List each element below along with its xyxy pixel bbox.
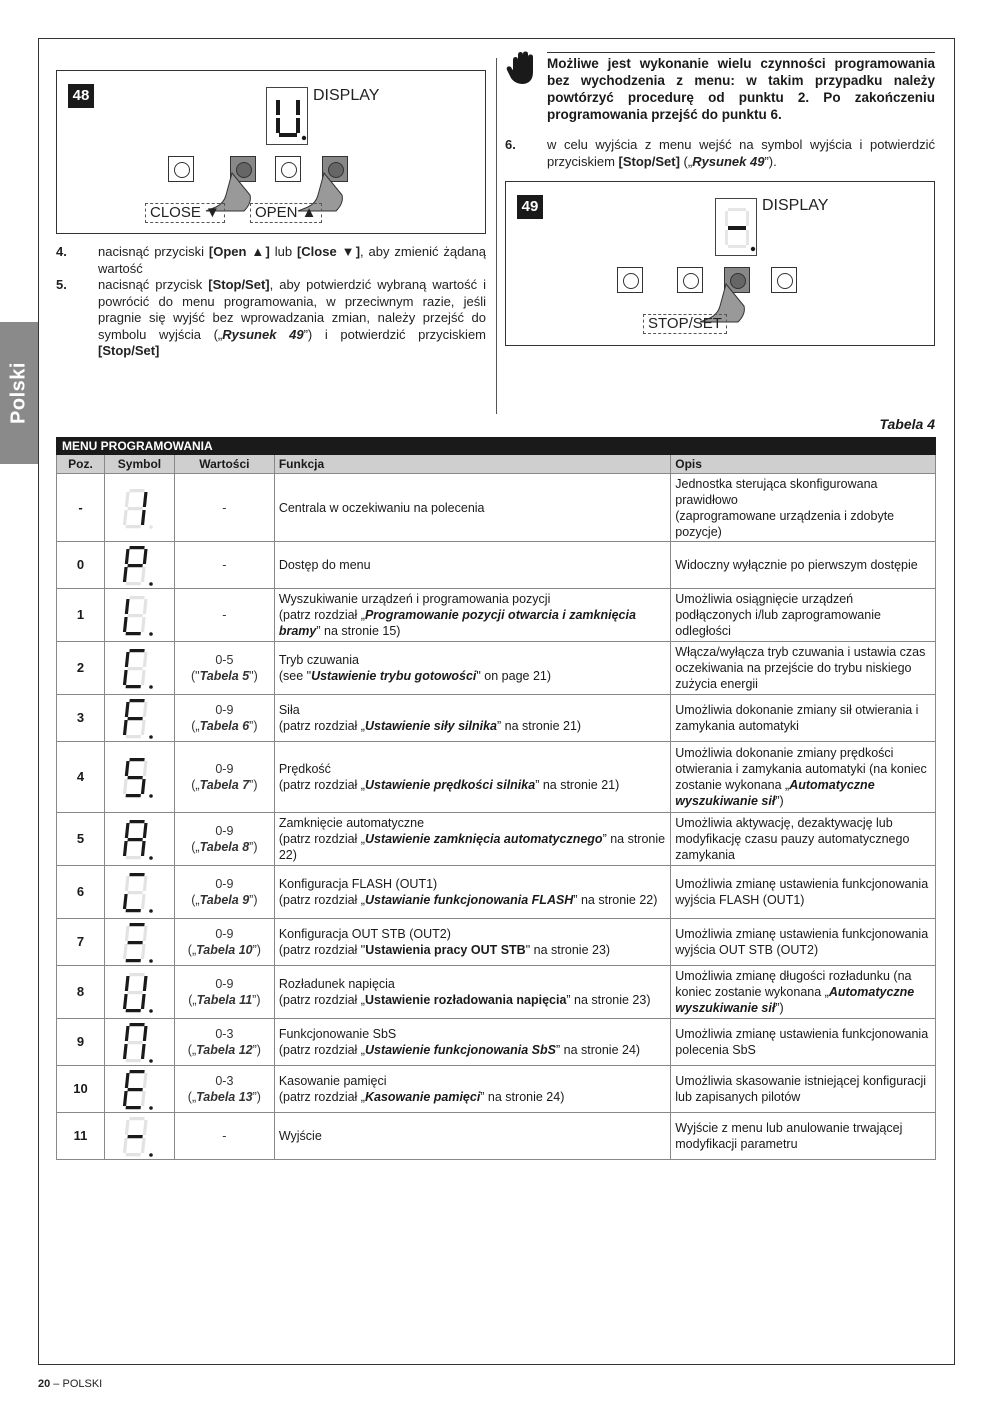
cell-opis: Wyjście z menu lub anulowanie trwającej modyfikacji parametru <box>671 1113 936 1160</box>
step-6 <box>505 137 935 170</box>
step-4-number: 4. <box>56 244 67 259</box>
seven-segment-symbol-dash <box>121 1114 157 1158</box>
cell-funkcja: Prędkość (patrz rozdział „Ustawienie prędkości silnika” na stronie 21) <box>274 742 670 813</box>
seven-segment-symbol-stb <box>121 920 157 964</box>
cell-wartosci: 0-9 („Tabela 6”) <box>174 695 274 742</box>
figure-48-number: 48 <box>68 84 94 108</box>
table-row <box>57 474 936 542</box>
cell-wartosci: - <box>174 1113 274 1160</box>
seven-segment-symbol-F <box>121 696 157 740</box>
figure-49-display-label: DISPLAY <box>762 197 829 214</box>
figure-49-lcd-digit <box>716 199 758 257</box>
cell-funkcja: Dostęp do menu <box>274 542 670 589</box>
cell-symbol <box>104 1066 174 1113</box>
cell-funkcja: Wyszukiwanie urządzeń i programowania pozycji (patrz rozdział „Programowanie pozycji otwarcia i zamknięcia bramy” na stronie 15) <box>274 589 670 642</box>
cell-wartosci: 0-3 („Tabela 12”) <box>174 1019 274 1066</box>
cell-symbol <box>104 695 174 742</box>
seven-segment-symbol-S <box>121 755 157 799</box>
table-title: MENU PROGRAMOWANIA <box>57 438 936 455</box>
step-6-stopset-key: [Stop/Set] <box>618 153 680 169</box>
figure-48-display-label: DISPLAY <box>313 87 380 104</box>
figure-49 <box>505 181 935 346</box>
cell-funkcja: Wyjście <box>274 1113 670 1160</box>
cell-poz: 5 <box>57 813 105 866</box>
cell-funkcja: Zamknięcie automatyczne (patrz rozdział „Ustawienie zamknięcia automatycznego” na stronie 22) <box>274 813 670 866</box>
cell-opis: Umożliwia dokonanie zmiany sił otwierania i zamykania automatyki <box>671 695 936 742</box>
cell-wartosci: 0-3 („Tabela 13”) <box>174 1066 274 1113</box>
step-5-stopset-key: [Stop/Set] <box>98 343 160 358</box>
cell-symbol <box>104 542 174 589</box>
cell-opis: Widoczny wyłącznie po pierwszym dostępie <box>671 542 936 589</box>
cell-opis: Umożliwia zmianę ustawienia funkcjonowania wyjścia OUT STB (OUT2) <box>671 919 936 966</box>
cell-funkcja: Rozładunek napięcia (patrz rozdział „Ustawienie rozładowania napięcia” na stronie 23) <box>274 966 670 1019</box>
cell-wartosci: - <box>174 474 274 542</box>
cell-opis: Umożliwia zmianę długości rozładunku (na koniec zostanie wykonana „Automatyczne wyszukiwanie sił”) <box>671 966 936 1019</box>
step-6-text: („ <box>679 153 693 169</box>
figure-48 <box>56 70 486 234</box>
cell-symbol <box>104 642 174 695</box>
header-opis: Opis <box>671 455 936 474</box>
cell-funkcja: Centrala w oczekiwaniu na polecenia <box>274 474 670 542</box>
step-4-close-key: [Close ▼] <box>296 244 361 259</box>
column-divider <box>496 58 497 414</box>
cell-wartosci: 0-9 („Tabela 9”) <box>174 866 274 919</box>
cell-wartosci: 0-9 („Tabela 7”) <box>174 742 274 813</box>
cell-wartosci: 0-9 („Tabela 8”) <box>174 813 274 866</box>
cell-funkcja: Kasowanie pamięci (patrz rozdział „Kasowanie pamięci” na stronie 24) <box>274 1066 670 1113</box>
cell-funkcja: Konfiguracja OUT STB (OUT2) (patrz rozdział "Ustawienia pracy OUT STB" na stronie 23) <box>274 919 670 966</box>
table-row <box>57 695 936 742</box>
footer-separator: – <box>50 1378 63 1390</box>
cell-funkcja: Tryb czuwania (see "Ustawienie trybu gotowości" on page 21) <box>274 642 670 695</box>
cell-funkcja: Funkcjonowanie SbS (patrz rozdział „Ustawienie funkcjonowania SbS” na stronie 24) <box>274 1019 670 1066</box>
cell-symbol <box>104 919 174 966</box>
step-5 <box>56 277 486 360</box>
table-caption: Tabela 4 <box>879 416 935 432</box>
figure-49-button-4 <box>771 267 797 293</box>
cell-symbol <box>104 589 174 642</box>
step-5-stopset-key: [Stop/Set] <box>208 277 270 292</box>
cell-symbol <box>104 474 174 542</box>
side-tab-label: Polski <box>7 362 30 424</box>
step-5-figure-ref: Rysunek 49 <box>222 326 304 342</box>
figure-48-open-label: OPEN ▲ <box>250 203 322 223</box>
footer-language: POLSKI <box>62 1378 103 1390</box>
cell-funkcja: Siła (patrz rozdział „Ustawienie siły silnika” na stronie 21) <box>274 695 670 742</box>
cell-poz: 3 <box>57 695 105 742</box>
table-row <box>57 813 936 866</box>
cell-opis: Umożliwia skasowanie istniejącej konfiguracji lub zapisanych pilotów <box>671 1066 936 1113</box>
seven-segment-symbol-idle <box>121 486 157 530</box>
table-row <box>57 1113 936 1160</box>
seven-segment-symbol-L <box>121 593 157 637</box>
cell-poz: 10 <box>57 1066 105 1113</box>
figure-48-button-1 <box>168 156 194 182</box>
cell-poz: 6 <box>57 866 105 919</box>
figure-49-number: 49 <box>517 195 543 219</box>
cell-symbol <box>104 866 174 919</box>
table-row <box>57 589 936 642</box>
cell-wartosci: - <box>174 542 274 589</box>
table-row <box>57 542 936 589</box>
cell-wartosci: 0-5 ("Tabela 5") <box>174 642 274 695</box>
cell-opis: Włącza/wyłącza tryb czuwania i ustawia czas oczekiwania na przejście do trybu niskiego zużycia energii <box>671 642 936 695</box>
cell-wartosci: 0-9 („Tabela 11”) <box>174 966 274 1019</box>
figure-49-display <box>715 198 757 256</box>
cell-opis: Umożliwia zmianę ustawienia funkcjonowania polecenia SbS <box>671 1019 936 1066</box>
step-5-number: 5. <box>56 277 67 292</box>
cell-symbol <box>104 1019 174 1066</box>
table-row <box>57 866 936 919</box>
step-5-text: ”) i potwierdzić przyciskiem <box>303 326 486 342</box>
table-row <box>57 966 936 1019</box>
seven-segment-symbol-M <box>121 1020 157 1064</box>
cell-poz: 9 <box>57 1019 105 1066</box>
language-side-tab <box>0 322 38 464</box>
table-row <box>57 1066 936 1113</box>
seven-segment-symbol-A <box>121 817 157 861</box>
figure-48-close-label: CLOSE ▼ <box>145 203 225 223</box>
figure-49-button-1 <box>617 267 643 293</box>
seven-segment-symbol-P <box>121 543 157 587</box>
programming-menu-table <box>56 437 936 1160</box>
step-5-text: , aby potwierdzić wybraną wartość i powrócić do menu programowania, w przeciwnym razie, jeśli pragnie się wyjść bez wprowadzania zmian, należy przejść do symbolu wyjścia („ <box>98 277 486 342</box>
seven-segment-symbol-E <box>121 1067 157 1111</box>
cell-wartosci: 0-9 („Tabela 10”) <box>174 919 274 966</box>
table-row <box>57 919 936 966</box>
seven-segment-symbol-C <box>121 646 157 690</box>
header-poz: Poz. <box>57 455 105 474</box>
cell-symbol <box>104 813 174 866</box>
cell-symbol <box>104 742 174 813</box>
table-row <box>57 742 936 813</box>
step-6-text: ”). <box>764 153 777 169</box>
programming-note: Możliwe jest wykonanie wielu czynności programowania bez wychodzenia z menu: w takim przypadku należy powtórzyć procedurę od punktu 2. Po zakończeniu programowania przejść do punktu 6. <box>547 52 935 123</box>
cell-poz: 1 <box>57 589 105 642</box>
cell-opis: Umożliwia dokonanie zmiany prędkości otwierania i zamykania automatyki (na koniec zostanie wykonana „Automatyczne wyszukiwanie sił”) <box>671 742 936 813</box>
step-4 <box>56 244 486 277</box>
cell-symbol <box>104 966 174 1019</box>
seven-segment-symbol-flash <box>121 870 157 914</box>
header-symbol: Symbol <box>104 455 174 474</box>
step-4-text: lub <box>269 244 297 259</box>
cell-opis: Umożliwia osiągnięcie urządzeń podłączonych i/lub zaprogramowanie odległości <box>671 589 936 642</box>
step-4-text: , aby zmienić żądaną wartość <box>98 244 486 276</box>
cell-symbol <box>104 1113 174 1160</box>
step-4-text: nacisnąć przyciski <box>98 244 209 259</box>
figure-48-lcd-digit <box>267 88 309 146</box>
step-6-number: 6. <box>505 137 516 152</box>
cell-opis: Jednostka sterująca skonfigurowana prawidłowo (zaprogramowane urządzenia i zdobyte pozycje) <box>671 474 936 542</box>
cell-poz: - <box>57 474 105 542</box>
hand-stop-icon <box>505 50 541 86</box>
page-footer <box>38 1378 102 1390</box>
cell-funkcja: Konfiguracja FLASH (OUT1) (patrz rozdział „Ustawianie funkcjonowania FLASH” na stronie 22) <box>274 866 670 919</box>
cell-poz: 4 <box>57 742 105 813</box>
step-4-open-key: [Open ▲] <box>208 244 270 259</box>
step-6-figure-ref: Rysunek 49 <box>692 153 765 169</box>
table-row <box>57 642 936 695</box>
cell-poz: 0 <box>57 542 105 589</box>
header-wartosci: Wartości <box>174 455 274 474</box>
cell-wartosci: - <box>174 589 274 642</box>
cell-poz: 7 <box>57 919 105 966</box>
figure-48-display <box>266 87 308 145</box>
figure-49-stopset-label: STOP/SET <box>643 314 727 334</box>
table-row <box>57 1019 936 1066</box>
page-number: 20 <box>38 1378 51 1390</box>
cell-opis: Umożliwia zmianę ustawienia funkcjonowania wyjścia FLASH (OUT1) <box>671 866 936 919</box>
steps-left <box>56 244 486 360</box>
step-5-text: nacisnąć przycisk <box>98 277 209 292</box>
step-6-text: w celu wyjścia z menu wejść na symbol wyjścia i potwierdzić przyciskiem <box>547 137 935 169</box>
cell-poz: 2 <box>57 642 105 695</box>
cell-poz: 8 <box>57 966 105 1019</box>
cell-poz: 11 <box>57 1113 105 1160</box>
seven-segment-symbol-W <box>121 970 157 1014</box>
cell-opis: Umożliwia aktywację, dezaktywację lub modyfikację czasu pauzy automatycznego zamykania <box>671 813 936 866</box>
header-funkcja: Funkcja <box>274 455 670 474</box>
